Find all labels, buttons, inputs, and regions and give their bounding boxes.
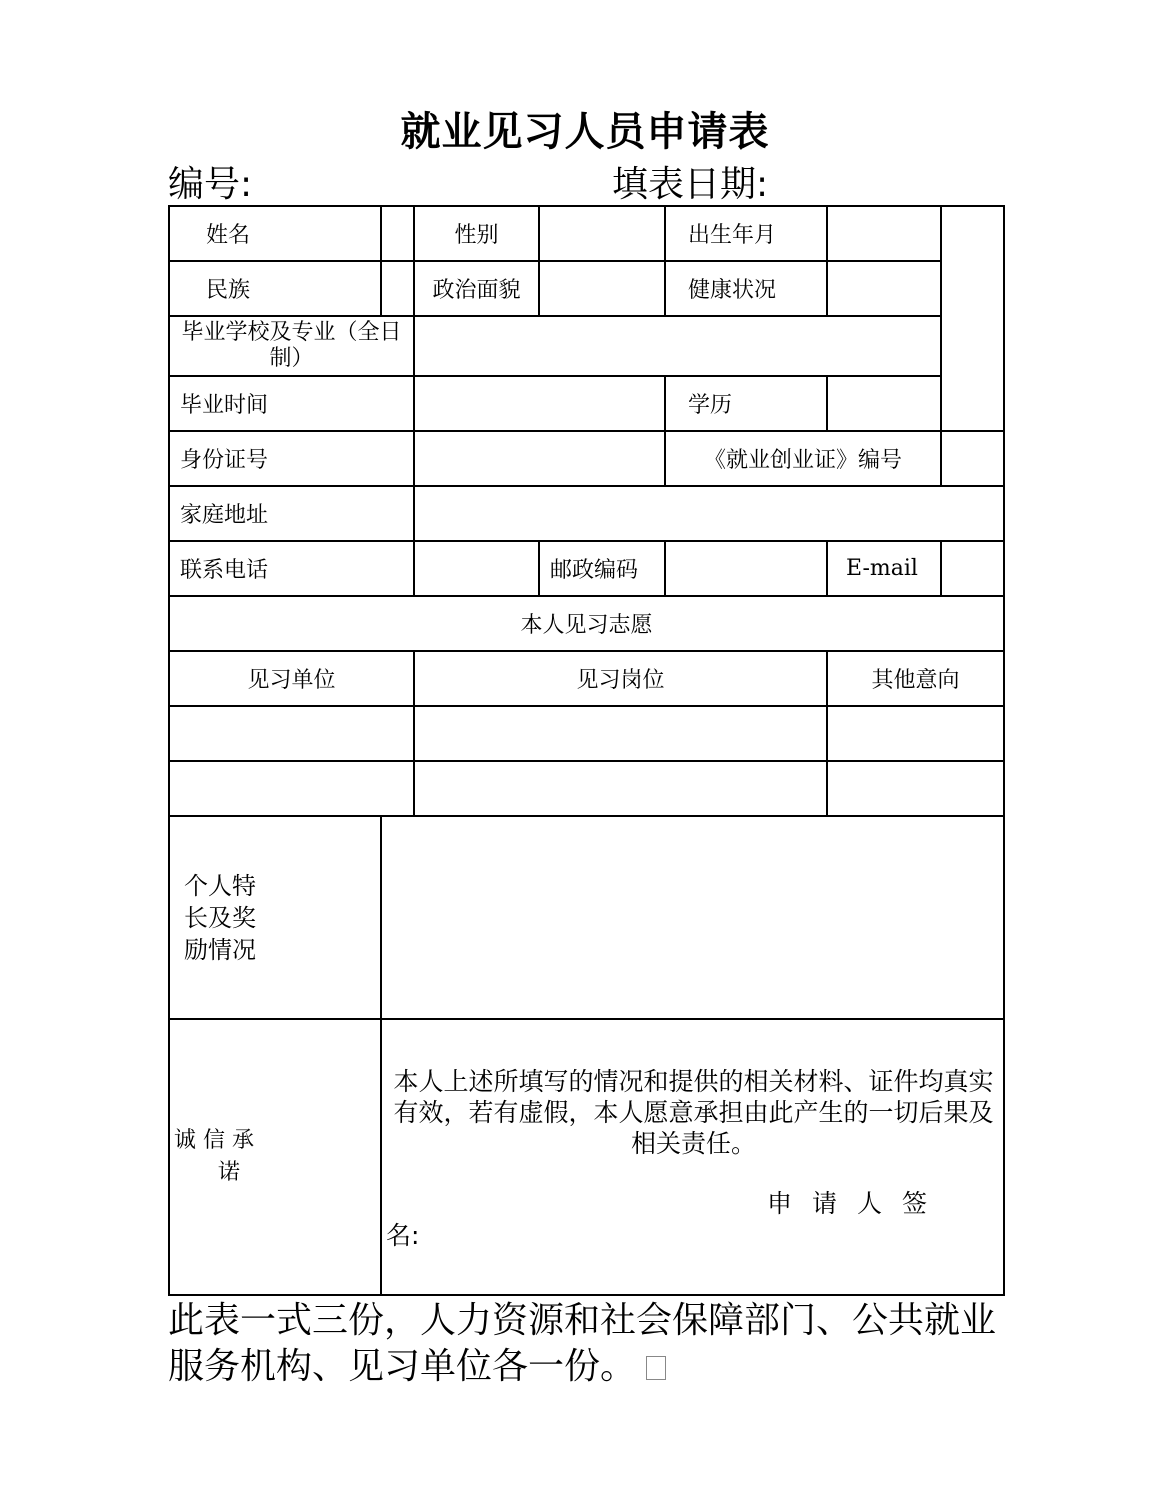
- table-row: [169, 376, 1004, 431]
- birth-label: 出生年月: [665, 206, 827, 261]
- other-intent-field-2[interactable]: [827, 761, 1004, 816]
- table-row: [169, 431, 1004, 486]
- table-row: [169, 816, 1004, 1019]
- table-row: [169, 541, 1004, 596]
- integrity-pledge-label: [169, 1019, 381, 1295]
- table-row: [169, 1019, 1004, 1295]
- serial-number-label: 编号:: [168, 164, 253, 205]
- table-row: [169, 706, 1004, 761]
- political-status-label: 政治面貌: [414, 261, 539, 316]
- school-major-field[interactable]: [414, 316, 941, 376]
- table-row: [169, 486, 1004, 541]
- employment-cert-label: 《就业创业证》编号: [665, 431, 941, 486]
- specialty-awards-field[interactable]: [381, 816, 1004, 1019]
- applicant-signature-label-end: 名:: [386, 1221, 420, 1250]
- integrity-pledge-cell: [381, 1019, 1004, 1295]
- gender-field[interactable]: [539, 206, 665, 261]
- other-intent-field-1[interactable]: [827, 706, 1004, 761]
- table-row: [169, 596, 1004, 651]
- health-field[interactable]: [827, 261, 941, 316]
- phone-field[interactable]: [414, 541, 539, 596]
- id-number-field[interactable]: [414, 431, 665, 486]
- education-field[interactable]: [827, 376, 941, 431]
- applicant-signature-label: 申请人签: [766, 1189, 947, 1218]
- phone-label: 联系电话: [169, 541, 414, 596]
- footer-note-text: 此表一式三份，人力资源和社会保障部门、公共就业服务机构、见习单位各一份。: [168, 1300, 997, 1387]
- email-field[interactable]: [941, 541, 1004, 596]
- specialty-awards-label: [169, 816, 381, 1019]
- graduation-time-field[interactable]: [414, 376, 665, 431]
- intern-unit-header: 见习单位: [169, 651, 414, 706]
- name-field[interactable]: [381, 206, 414, 261]
- other-intent-header: 其他意向: [827, 651, 1004, 706]
- education-label: 学历: [665, 376, 827, 431]
- school-major-label: 毕业学校及专业（全日制）: [169, 316, 414, 376]
- employment-cert-field[interactable]: [941, 431, 1004, 486]
- birth-field[interactable]: [827, 206, 941, 261]
- footer-note: [168, 1298, 1008, 1390]
- id-number-label: 身份证号: [169, 431, 414, 486]
- form-title: 就业见习人员申请表: [400, 109, 770, 155]
- ethnicity-label: 民族: [169, 261, 381, 316]
- integrity-pledge-label-line: 诚 信 承: [174, 1128, 254, 1153]
- specialty-awards-label-line: 励情况: [184, 935, 256, 964]
- postcode-field[interactable]: [665, 541, 827, 596]
- health-label: 健康状况: [665, 261, 827, 316]
- intern-post-field-1[interactable]: [414, 706, 827, 761]
- specialty-awards-label-line: 长及奖: [184, 903, 256, 932]
- table-row: [169, 761, 1004, 816]
- name-label: 姓名: [169, 206, 381, 261]
- graduation-time-label: 毕业时间: [169, 376, 414, 431]
- photo-cell[interactable]: [941, 206, 1004, 431]
- gender-label: 性别: [414, 206, 539, 261]
- email-label: E-mail: [827, 541, 941, 596]
- application-form-table: [168, 205, 1005, 1296]
- table-row: [169, 261, 1004, 316]
- intern-unit-field-2[interactable]: [169, 761, 414, 816]
- ethnicity-field[interactable]: [381, 261, 414, 316]
- address-field[interactable]: [414, 486, 1004, 541]
- fill-date-label: 填表日期:: [612, 164, 769, 205]
- table-row: [169, 316, 1004, 376]
- intent-section-heading: 本人见习志愿: [169, 596, 1004, 651]
- checkbox-glyph-icon: [646, 1356, 666, 1380]
- pledge-statement: 本人上述所填写的情况和提供的相关材料、证件均真实有效，若有虚假，本人愿意承担由此产生的一切后果及相关责任。: [393, 1067, 994, 1158]
- specialty-awards-label-line: 个人特: [184, 871, 256, 900]
- integrity-pledge-label-line: 诺: [218, 1160, 241, 1185]
- table-row: [169, 651, 1004, 706]
- intern-unit-field-1[interactable]: [169, 706, 414, 761]
- intern-post-field-2[interactable]: [414, 761, 827, 816]
- intern-post-header: 见习岗位: [414, 651, 827, 706]
- table-row: [169, 206, 1004, 261]
- political-status-field[interactable]: [539, 261, 665, 316]
- postcode-label: 邮政编码: [539, 541, 665, 596]
- address-label: 家庭地址: [169, 486, 414, 541]
